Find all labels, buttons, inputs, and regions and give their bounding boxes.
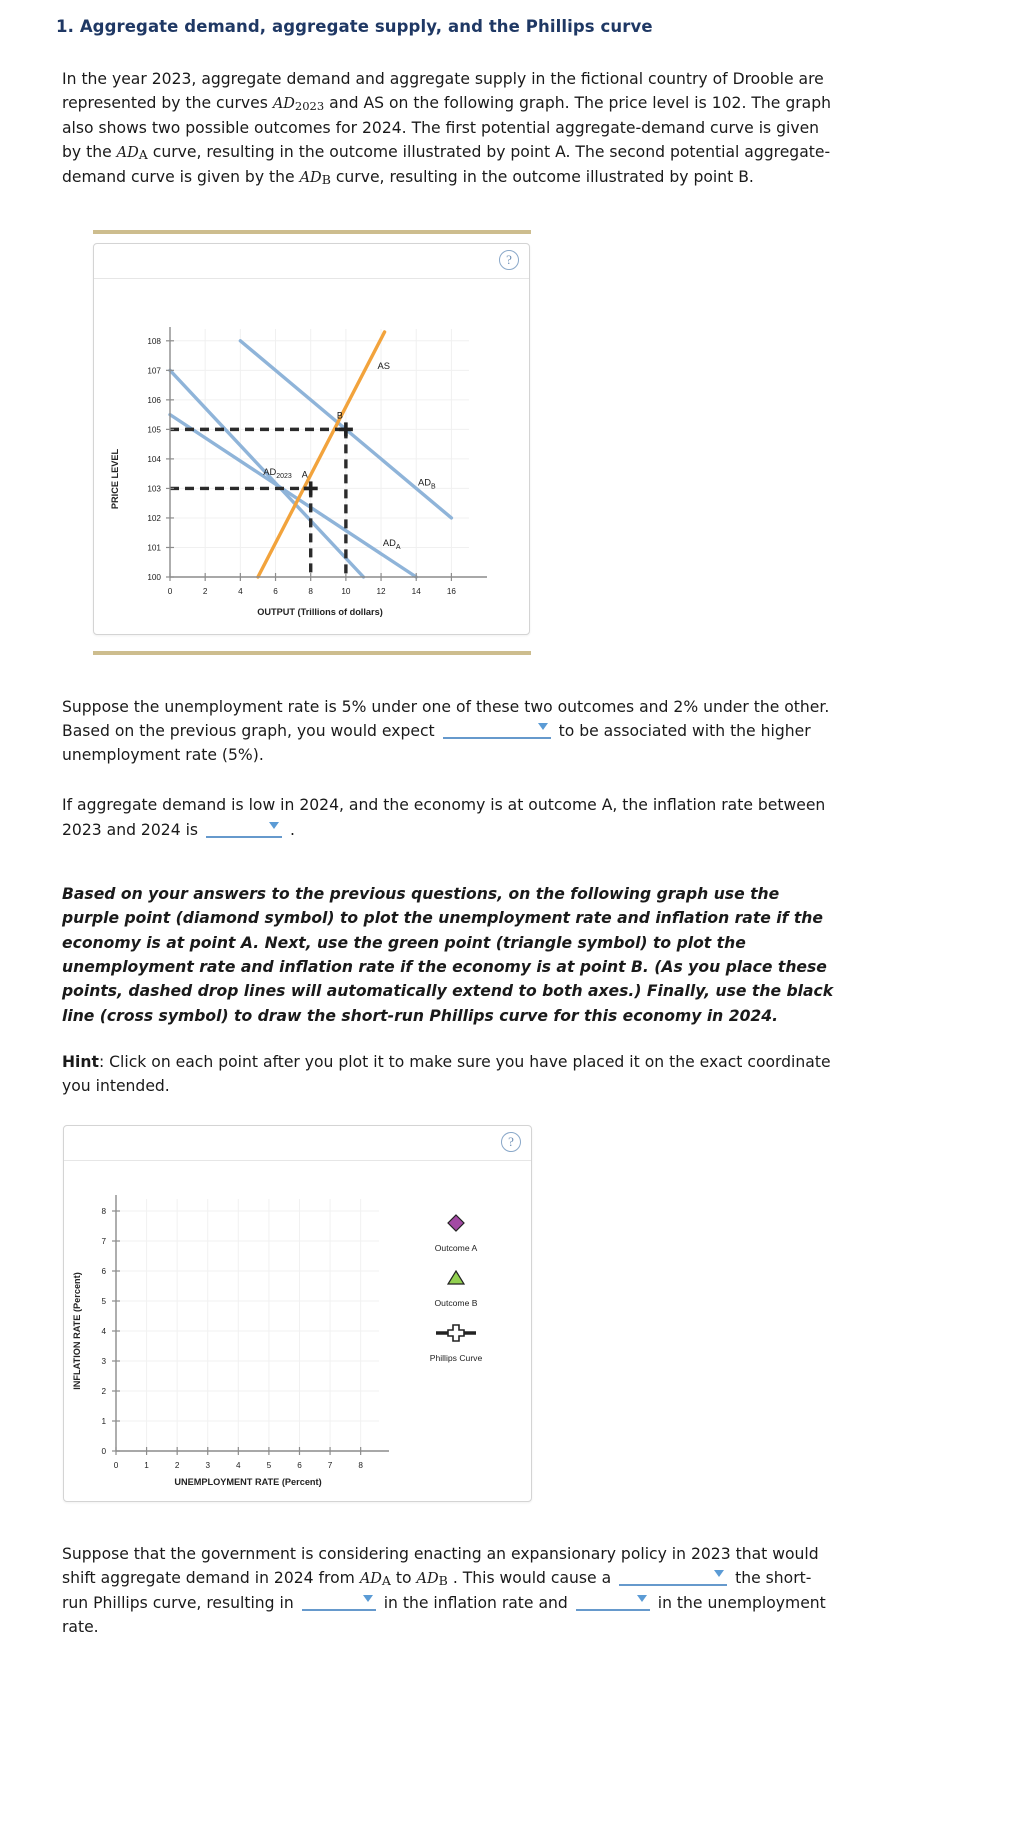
chart-droplines — [170, 429, 346, 577]
inflation-question-text-1: If aggregate demand is low in 2024, and the economy is at outcome A, the inflation rate between 2023 and 2024 is — [62, 796, 826, 839]
svg-text:105: 105 — [147, 424, 161, 434]
hint-label: Hint — [62, 1052, 99, 1071]
policy-dropdown-1[interactable] — [619, 1569, 727, 1586]
svg-text:0: 0 — [113, 1460, 119, 1470]
x-axis-title: UNEMPLOYMENT RATE (Percent) — [174, 1476, 322, 1487]
graph2-panel — [63, 1125, 532, 1502]
ad-a-inline-1: ADA — [116, 145, 148, 163]
hint-text: : Click on each point after you plot it to make sure you have placed it on the exact coordinate you intended. — [62, 1052, 831, 1096]
question-title-text: Aggregate demand, aggregate supply, and the Phillips curve — [79, 17, 653, 36]
chart-labels — [263, 359, 436, 550]
svg-text:B: B — [336, 409, 343, 420]
question-number: 1. — [56, 17, 74, 36]
svg-text:AD2023: $AD_{2023}$ — [263, 465, 292, 480]
help-icon[interactable]: ? — [499, 250, 519, 270]
svg-text:ADA: $AD_A$ — [382, 536, 401, 551]
intro-paragraph — [62, 67, 834, 189]
policy-dropdown-2[interactable] — [302, 1594, 376, 1611]
svg-text:AS: AS — [377, 359, 391, 371]
svg-text:104: 104 — [147, 454, 161, 464]
svg-text:102: 102 — [147, 513, 161, 523]
chart-gridlines — [116, 1199, 379, 1451]
svg-text:101: 101 — [147, 543, 161, 553]
svg-text:106: 106 — [147, 395, 161, 405]
inflation-dropdown[interactable] — [206, 821, 282, 838]
plot-instructions: Based on your answers to the previous questions, on the following graph use the purple point (diamond symbol) to plot the unemployment rate and inflation rate if the economy is at point A. Next, use the green point (triangle symbol) to plot the unemployment rate and inflation rate if the economy is at point B. (As you place these points, dashed drop lines will automatically extend to both axes.) Finally, use the black line (cross symbol) to draw the short-run Phillips curve for this economy in 2024. — [62, 885, 834, 1025]
worksheet-page — [0, 14, 1016, 1679]
policy-text-3: . This would cause a — [452, 1568, 612, 1587]
svg-text:ADB: $AD_B$ — [417, 476, 436, 491]
ad-a-inline-2: ADA — [359, 1570, 391, 1588]
ad-2023-inline: AD2023 — [272, 96, 325, 114]
svg-text:8: 8 — [358, 1460, 363, 1470]
y-axis-title: PRICE LEVEL — [110, 448, 120, 509]
svg-text:Phillips Curve: Phillips Curve — [429, 1352, 483, 1363]
ad-as-chart[interactable] — [94, 279, 529, 634]
chevron-down-icon — [714, 1570, 724, 1577]
svg-text:6: 6 — [273, 586, 278, 596]
unemployment-dropdown[interactable] — [443, 722, 551, 739]
help-icon[interactable]: ? — [501, 1132, 521, 1152]
chevron-down-icon — [269, 822, 279, 829]
intro-sentence-1: In the year 2023, aggregate demand and aggregate supply in the fictional country of Drooble are represented by the curves — [62, 70, 824, 113]
svg-text:2: 2 — [202, 586, 208, 596]
svg-text:2: 2 — [174, 1460, 180, 1470]
graph1-body[interactable] — [94, 279, 529, 634]
intro-sentence-4: curve, resulting in the outcome illustrated by point B. — [335, 167, 754, 186]
unemployment-question — [62, 695, 834, 768]
svg-text:4: 4 — [236, 1460, 241, 1470]
svg-text:14: 14 — [411, 586, 421, 596]
svg-text:A: A — [301, 468, 308, 479]
policy-text-2: to — [395, 1568, 412, 1587]
graph1-toolbar — [94, 244, 529, 279]
policy-text-1: Suppose that the government is considering enacting an expansionary policy in 2023 that would shift aggregate demand in 2024 from — [62, 1544, 819, 1587]
svg-text:2: 2 — [101, 1386, 106, 1396]
inflation-question-text-2: . — [289, 820, 295, 839]
svg-text:1: 1 — [101, 1416, 106, 1426]
svg-text:Outcome A: Outcome A — [434, 1242, 478, 1253]
svg-text:16: 16 — [446, 586, 456, 596]
ad-b-inline-1: ADB — [299, 169, 331, 187]
svg-text:3: 3 — [101, 1356, 106, 1366]
svg-text:8: 8 — [308, 586, 313, 596]
inflation-question — [62, 793, 834, 842]
chevron-down-icon — [637, 1595, 647, 1602]
svg-text:3: 3 — [205, 1460, 211, 1470]
svg-text:Outcome B: Outcome B — [434, 1297, 478, 1308]
page-title — [56, 14, 1016, 39]
svg-text:7: 7 — [327, 1460, 333, 1470]
unemployment-question-text-2: to be associated with the higher unemployment rate (5%). — [62, 721, 811, 765]
chevron-down-icon — [363, 1595, 373, 1602]
hint-paragraph — [62, 1050, 834, 1099]
policy-text-6: in the unemployment rate. — [62, 1593, 826, 1636]
svg-text:6: 6 — [101, 1266, 106, 1276]
policy-question — [62, 1542, 834, 1640]
svg-text:7: 7 — [101, 1236, 106, 1246]
svg-text:108: 108 — [147, 336, 161, 346]
policy-text-4: the short-run Phillips curve, resulting in — [62, 1568, 812, 1612]
svg-text:8: 8 — [101, 1206, 106, 1216]
svg-text:103: 103 — [147, 483, 161, 493]
svg-text:107: 107 — [147, 365, 161, 375]
unemployment-question-text-1: Suppose the unemployment rate is 5% under one of these two outcomes and 2% under the other. Based on the previous graph, you would expect — [62, 697, 830, 740]
intro-sentence-2: and AS on the following graph. The price level is 102. The graph also shows two possible outcomes for 2024. The first potential aggregate-demand curve is given by the — [62, 94, 831, 162]
svg-text:4: 4 — [101, 1326, 106, 1336]
svg-text:100: 100 — [147, 572, 161, 582]
ad-b-inline-2: ADB — [416, 1570, 448, 1588]
graph1-panel — [93, 243, 530, 635]
chart-legend[interactable] — [430, 1215, 483, 1363]
svg-text:0: 0 — [167, 586, 173, 596]
graph2-body[interactable] — [64, 1161, 531, 1501]
svg-text:10: 10 — [341, 586, 351, 596]
svg-text:1: 1 — [144, 1460, 149, 1470]
svg-text:5: 5 — [266, 1460, 272, 1470]
chart-gridlines — [170, 329, 469, 577]
svg-text:12: 12 — [376, 586, 386, 596]
graph2-toolbar — [64, 1126, 531, 1161]
svg-text:5: 5 — [101, 1296, 106, 1306]
intro-sentence-3: curve, resulting in the outcome illustrated by point A. The second potential aggregate-demand curve is given by the — [62, 143, 831, 186]
chevron-down-icon — [538, 723, 548, 730]
policy-dropdown-3[interactable] — [576, 1594, 650, 1611]
y-axis-title: INFLATION RATE (Percent) — [72, 1271, 82, 1390]
svg-text:4: 4 — [238, 586, 243, 596]
chart-axes — [101, 1195, 389, 1470]
phillips-curve-chart[interactable] — [64, 1161, 531, 1501]
x-axis-title: OUTPUT (Trillions of dollars) — [257, 606, 383, 617]
policy-text-5: in the inflation rate and — [383, 1593, 568, 1612]
svg-text:0: 0 — [101, 1446, 106, 1456]
svg-text:6: 6 — [297, 1460, 302, 1470]
